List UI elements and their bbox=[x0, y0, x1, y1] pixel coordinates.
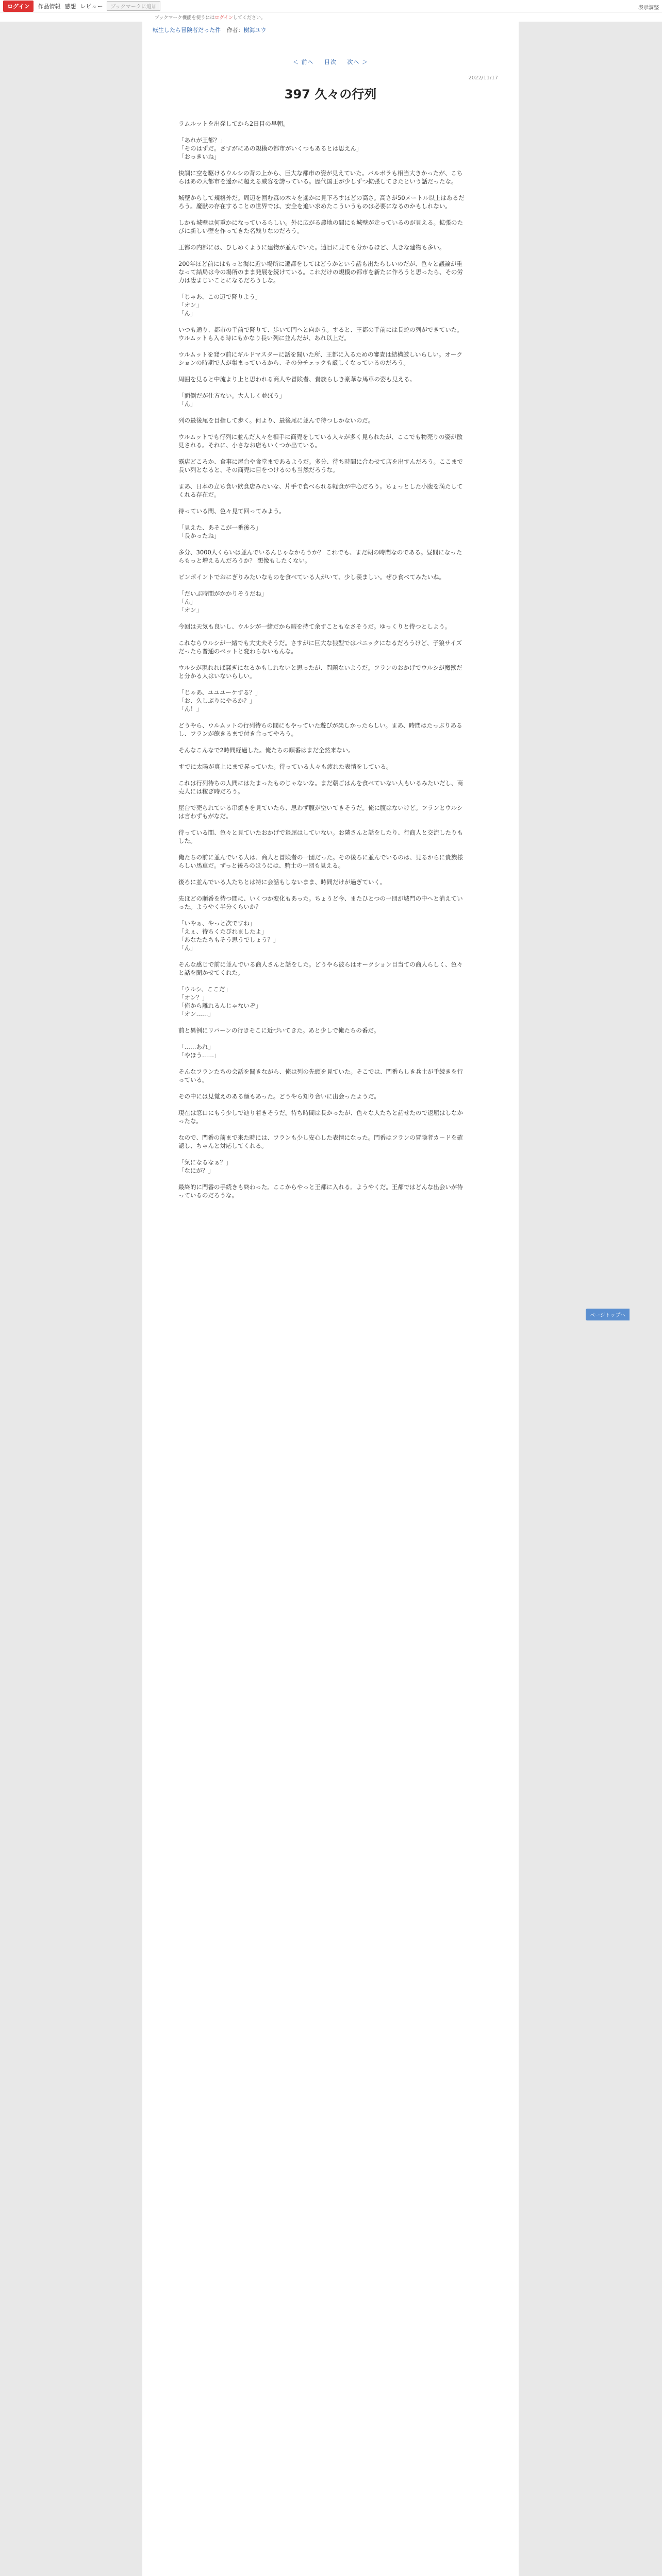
body-paragraph: 「……あれ」 「やほう……」 bbox=[178, 1043, 220, 1059]
body-paragraph: ビンボイントでおにぎりみたいなものを食べている人がいて、少し羨ましい。ぜひ食べてみたいね。 bbox=[178, 573, 445, 581]
body-paragraph: 待っている間、色々と見ていたおかげで退屈はしていない。お隣さんと話をしたり、行商人と交流したりもした。 bbox=[178, 829, 463, 844]
body-paragraph: 前と異例にリバーンの行きそこに近づいてきた。あと少しで俺たちの番だ。 bbox=[178, 1027, 380, 1034]
body-paragraph: 200年ほど前にはもっと海に近い場所に遷都をしてはどうかという話も出たらしいのだが、色々と議論が重なって結局は今の場所のまま発展を続けている。これだけの規模の都市を新たに作ろうと思ったら、その労力は凄まじいことになるだろうしな。 bbox=[178, 260, 463, 284]
bookmark-disabled-button[interactable]: ブックマークに追加 bbox=[107, 1, 160, 11]
body-paragraph: 「ウルシ、ここだ」 「オン？」 「俺から離れるんじゃないぞ」 「オン……」 bbox=[178, 986, 261, 1018]
notice-login-link[interactable]: ログイン bbox=[214, 15, 233, 21]
body-paragraph: 列の最後尾を目指して歩く。何より、最後尾に並んで待つしかないのだ。 bbox=[178, 417, 374, 424]
body-paragraph: 快調に空を駆けるウルシの背の上から、巨大な都市の姿が見えていた。バルボラも相当大きかったが、こちらはあの大都市を遥かに超える威容を誇っている。歴代国王が少しずつ拡張してきたという話だったな。 bbox=[178, 170, 463, 185]
body-paragraph: 「見えた、あそこが一番後ろ」 「長かったね」 bbox=[178, 524, 261, 539]
episode-body bbox=[178, 120, 467, 1208]
body-paragraph: そんな感じで前に並んでいる商人さんと話をした。どうやら彼らはオークション目当ての商人らしく、色々と話を聞かせてくれた。 bbox=[178, 961, 463, 976]
body-paragraph: これは行列待ちの人間にはたまったものじゃないな。まだ朝ごはんを食べていない人もいるみたいだし、商売人には稼ぎ時だろう。 bbox=[178, 779, 463, 795]
body-paragraph: 「気になるなぁ？」 「なにが？」 bbox=[178, 1159, 232, 1174]
body-paragraph: 王都の内部には、ひしめくように建物が並んでいた。遠目に見ても分かるほど、大きな建物も多い。 bbox=[178, 244, 445, 251]
body-paragraph: 今回は天気も良いし、ウルシが一緒だから暇を持て余すこともなさそうだ。ゆっくりと待つとしよう。 bbox=[178, 623, 451, 630]
body-paragraph: 多分、3000人くらいは並んでいるんじゃなかろうか？ これでも、まだ朝の時間なのである。昼間になったらもっと増えるんだろうか？ 想像もしたくない。 bbox=[178, 549, 462, 564]
body-paragraph: 露店どころか、食事に屋台や食堂まであるようだ。多分、待ち時間に合わせて店を出すんだろう。ここまで長い列となると、その商売に目をつけるのも当然だろうな。 bbox=[178, 458, 463, 473]
body-paragraph: すでに太陽が真上にまで昇っていた。待っている人々も疲れた表情をしている。 bbox=[178, 763, 392, 770]
author-label: 作者： bbox=[226, 27, 244, 33]
toc-link[interactable]: 目次 bbox=[324, 59, 337, 65]
nav-reviews[interactable]: レビュー bbox=[80, 3, 103, 10]
next-link[interactable]: 次へ ＞ bbox=[347, 59, 368, 65]
author-link[interactable]: 樹海ユウ bbox=[243, 27, 267, 33]
body-paragraph: まあ、日本の立ち食い飲食店みたいな、片手で食べられる軽食が中心だろう。ちょっとした小腹を満たしてくれる存在だ。 bbox=[178, 483, 463, 498]
bookmark-notice bbox=[0, 12, 662, 22]
body-paragraph: しかも城壁は何重かになっているらしい。外に広がる農地の間にも城壁が走っているのが見える。拡張のたびに新しい壁を作ってきた名残りなのだろう。 bbox=[178, 219, 463, 234]
body-paragraph: ウルムットでも行列に並んだ人々を相手に商売をしている人々が多く見られたが、ここでも物売りの姿が散見される。それに、小さなお店もいくつか出ている。 bbox=[178, 433, 463, 449]
body-paragraph: 城壁からして規格外だ。周辺を囲む森の木々を遥かに見下ろすほどの高さ。高さが50メートル以上はあるだろう。魔獣の存在することの世界では、安全を追い求めたこういうものは必要になるのかもしれない。 bbox=[178, 194, 465, 210]
nav-work-info[interactable]: 作品情報 bbox=[38, 3, 61, 10]
body-paragraph: そんなこんなで2時間経過した。俺たちの順番はまだ全然来ない。 bbox=[178, 747, 354, 754]
notice-suffix: してください。 bbox=[233, 15, 266, 21]
body-paragraph: その中には見覚えのある顔もあった。どうやら知り合いに出会ったようだ。 bbox=[178, 1093, 380, 1100]
body-paragraph: ラムルットを出発してから2日目の早朝。 bbox=[178, 120, 289, 127]
body-paragraph: 「いやぁ、やっと次ですね」 「えぇ、待ちくたびれましたよ」 「あなたたちもそう思うでしょう？」 「ん」 bbox=[178, 920, 279, 952]
main-content bbox=[142, 22, 519, 2576]
prev-link[interactable]: ＜ 前へ bbox=[293, 59, 314, 65]
body-paragraph: 現在は窓口にもう少しで辿り着きそうだ。待ち時間は長かったが、色々な人たちと話せたので退屈はしなかったな。 bbox=[178, 1109, 463, 1125]
top-bar bbox=[0, 0, 662, 12]
episode-date: 2022/11/17 bbox=[468, 75, 498, 81]
body-paragraph: どうやら、ウルムットの行列待ちの間にもやっていた遊びが楽しかったらしい。まあ、時間はたっぷりあるし、フランが飽きるまで付き合ってやろう。 bbox=[178, 722, 462, 737]
notice-prefix: ブックマーク機能を使うには bbox=[155, 15, 215, 21]
body-paragraph: 俺たちの前に並んでいる人は、商人と冒険者の一団だった。その後ろに並んでいるのは、見るからに貴族様らしい馬車だ。ずっと後ろのほうには、騎士の一団も見える。 bbox=[178, 854, 463, 869]
body-paragraph: 「だいぶ時間がかかりそうだね」 「ん」 「オン」 bbox=[178, 590, 268, 614]
body-paragraph: 周囲を見ると中流より上と思われる商人や冒険者、貴族らしき豪華な馬車の姿も見える。 bbox=[178, 376, 416, 383]
body-paragraph: 「あれが王都？」 「そのはずだ。さすがにあの規模の都市がいくつもあるとは思えん」 「おっきいね」 bbox=[178, 137, 362, 160]
body-paragraph: 待っている間、色々見て回ってみよう。 bbox=[178, 507, 285, 515]
body-paragraph: 最終的に門番の手続きも終わった。ここからやっと王都に入れる。ようやくだ。王都ではどんな出会いが待っているのだろうな。 bbox=[178, 1183, 463, 1199]
body-paragraph: ウルムットを発つ前にギルドマスターに話を聞いた所、王都に入るための審査は結構厳しいらしい。オークションの時期で人が集まっているから、その分チェックも厳しくなっているのだろう。 bbox=[178, 351, 462, 366]
body-paragraph: 屋台で売られている串焼きを見ていたら、思わず腹が空いてきそうだ。俺に腹はないけど。フランとウルシは言わずもがなだ。 bbox=[178, 804, 463, 820]
body-paragraph: 「面倒だが仕方ない。大人しく並ぼう」 「ん」 bbox=[178, 392, 285, 408]
series-title-link[interactable]: 転生したら冒険者だった件 bbox=[153, 27, 221, 33]
login-button[interactable]: ログイン bbox=[3, 1, 34, 12]
body-paragraph: なので、門番の前まで来た時には、フランも少し安心した表情になった。門番はフランの冒険者カードを確認し、ちゃんと対応してくれる。 bbox=[178, 1134, 463, 1149]
body-paragraph: そんなフランたちの会話を聞きながら、俺は列の先頭を見ていた。そこでは、門番らしき兵士が手続きを行っている。 bbox=[178, 1068, 463, 1083]
display-settings-link[interactable]: 表示調整 bbox=[638, 5, 659, 11]
body-paragraph: これならウルシが一緒でも大丈夫そうだ。さすがに巨大な狼型ではパニックになるだろうけど、子狼サイズだったら普通のペットと変わらないもんな。 bbox=[178, 639, 462, 655]
pager-top bbox=[153, 58, 508, 66]
body-paragraph: いつも通り、都市の手前で降りて、歩いて門へと向かう。すると、王都の手前には長蛇の列ができていた。ウルムットも入る時にもかなり長い列に並んだが、あれ以上だ。 bbox=[178, 326, 463, 342]
episode-title: 397 久々の行列 bbox=[284, 87, 377, 101]
nav-impressions[interactable]: 感想 bbox=[64, 3, 76, 10]
body-paragraph: ウルシが現れれば騒ぎになるかもしれないと思ったが、問題ないようだ。フランのおかげでウルシが魔獣だと分かる人はいないらしい。 bbox=[178, 664, 462, 680]
body-paragraph: 「じゃあ、この辺で降りよう」 「オン」 「ん」 bbox=[178, 293, 261, 317]
series-line bbox=[153, 26, 508, 34]
body-paragraph: 後ろに並んでいる人たちとは特に会話もしないまま、時間だけが過ぎていく。 bbox=[178, 878, 386, 886]
body-paragraph: 先ほどの順番を待つ間に、いくつか変化もあった。ちょうど今、またひとつの一団が城門の中へと消えていった。ようやく半分くらいか？ bbox=[178, 895, 463, 910]
page-top-button[interactable]: ページトップへ bbox=[586, 1309, 630, 1320]
body-paragraph: 「じゃあ、ユユユーケする？」 「お、久しぶりにやるか？」 「ん！」 bbox=[178, 689, 261, 713]
